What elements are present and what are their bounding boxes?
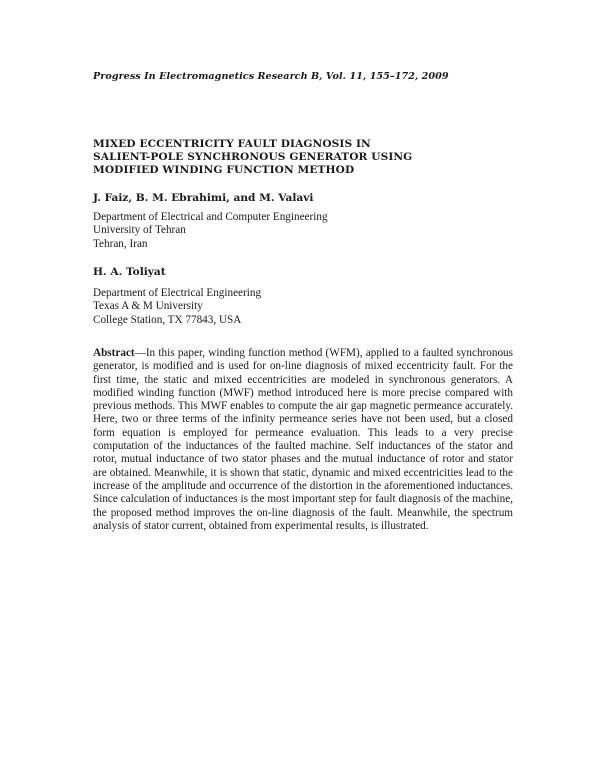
author-list-secondary: H. A. Toliyat [93, 266, 166, 278]
abstract-text: In this paper, winding function method (WFM), applied to a faulted synchronous generator, is modified and is used for on-line diagnosis of mixed eccentricity fault. For the first time, the static and mixed eccentricities are modeled in synchronous generators. A modified winding function (MWF) method introduced here is more precise compared with previous methods. This MWF enables to compute the air gap magnetic permeance accurately. Here, two or three terms of the infinity permeance series have not been used, but a closed form equation is employed for permeance evaluation. This leads to a very precise computation of the inductances of the faulted machine. Self inductances of the stator and rotor, mutual inductance of two stator phases and the mutual inductance of rotor and stator are obtained. Meanwhile, it is shown that static, dynamic and mixed eccentricities lead to the increase of the amplitude and occurrence of the distortion in the aforementioned inductances. Since calculation of inductances is the most important step for fault diagnosis of the machine, the proposed method improves the on-line diagnosis of the fault. Meanwhile, the spectrum analysis of stator current, obtained from experimental results, is illustrated. [93, 347, 513, 532]
affiliation-line: University of Tehran [93, 224, 186, 237]
affiliation-line: Department of Electrical and Computer Engineering [93, 211, 328, 223]
affiliation-line: Tehran, Iran [93, 237, 148, 250]
affiliation-line: Department of Electrical Engineering [93, 287, 262, 299]
paper-title [93, 138, 513, 178]
journal-citation: Progress In Electromagnetics Research B, Vol. 11, 155–172, 2009 [93, 71, 449, 82]
abstract [93, 347, 513, 533]
title-line: MIXED ECCENTRICITY FAULT DIAGNOSIS IN [93, 138, 371, 150]
abstract-label: Abstract [93, 347, 135, 359]
author-list-primary: J. Faiz, B. M. Ebrahimi, and M. Valavi [93, 192, 314, 204]
affiliation-primary [93, 211, 328, 251]
affiliation-line: College Station, TX 77843, USA [93, 313, 242, 326]
title-line: MODIFIED WINDING FUNCTION METHOD [93, 164, 355, 177]
abstract-dash: — [134, 347, 146, 359]
affiliation-secondary [93, 287, 261, 327]
title-line: SALIENT-POLE SYNCHRONOUS GENERATOR USING [93, 151, 413, 164]
affiliation-line: Texas A & M University [93, 300, 203, 313]
